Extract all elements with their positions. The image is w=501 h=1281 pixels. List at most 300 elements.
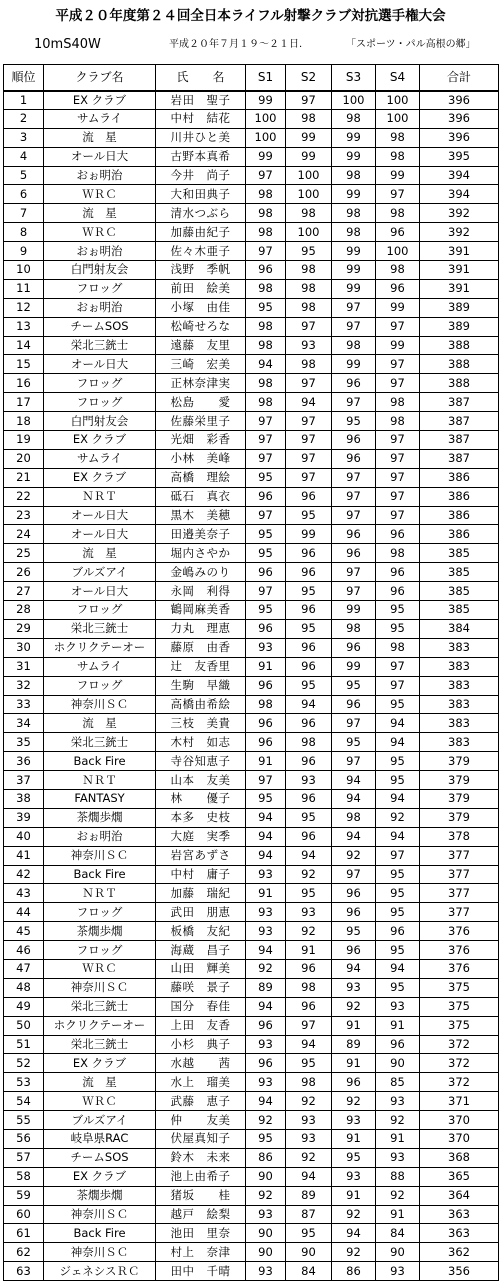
column-header-club: クラブ名	[44, 65, 156, 91]
table-row	[4, 941, 499, 960]
s2-cell: 84	[286, 1262, 332, 1281]
s4-cell: 97	[376, 449, 420, 468]
rank-cell: 27	[4, 582, 44, 601]
s4-cell: 91	[376, 1129, 420, 1148]
club-cell: 栄北三銃士	[44, 997, 156, 1016]
s3-cell: 96	[332, 544, 376, 563]
name-cell: 三枝 美貴	[156, 714, 246, 733]
s4-cell: 95	[376, 865, 420, 884]
s2-cell: 97	[286, 412, 332, 431]
total-cell: 377	[420, 884, 499, 903]
club-cell: 茶燗歩燗	[44, 922, 156, 941]
name-cell: 池上由希子	[156, 1167, 246, 1186]
table-row	[4, 582, 499, 601]
total-cell: 388	[420, 355, 499, 374]
name-cell: 金嶋みのり	[156, 563, 246, 582]
s3-cell: 92	[332, 846, 376, 865]
total-cell: 377	[420, 865, 499, 884]
table-row	[4, 1092, 499, 1111]
name-cell: 堀内さやか	[156, 544, 246, 563]
s2-cell: 92	[286, 1148, 332, 1167]
s1-cell: 90	[246, 1243, 286, 1262]
name-cell: 小杉 典子	[156, 1035, 246, 1054]
s4-cell: 85	[376, 1073, 420, 1092]
rank-cell: 56	[4, 1129, 44, 1148]
s2-cell: 95	[286, 808, 332, 827]
s1-cell: 98	[246, 336, 286, 355]
s4-cell: 98	[376, 393, 420, 412]
total-cell: 376	[420, 941, 499, 960]
s1-cell: 95	[246, 1129, 286, 1148]
name-cell: 伏屋真知子	[156, 1129, 246, 1148]
s3-cell: 98	[332, 336, 376, 355]
column-header-s2: S2	[286, 65, 332, 91]
table-row	[4, 903, 499, 922]
s1-cell: 90	[246, 1167, 286, 1186]
s1-cell: 93	[246, 865, 286, 884]
s3-cell: 96	[332, 903, 376, 922]
rank-cell: 39	[4, 808, 44, 827]
name-cell: 武田 朋恵	[156, 903, 246, 922]
name-cell: 加藤由紀子	[156, 223, 246, 242]
rank-cell: 51	[4, 1035, 44, 1054]
s3-cell: 97	[332, 563, 376, 582]
s1-cell: 97	[246, 449, 286, 468]
table-row	[4, 695, 499, 714]
rank-cell: 28	[4, 601, 44, 620]
s2-cell: 95	[286, 619, 332, 638]
rank-cell: 25	[4, 544, 44, 563]
club-cell: 栄北三銃士	[44, 1035, 156, 1054]
s3-cell: 97	[332, 714, 376, 733]
s2-cell: 95	[286, 884, 332, 903]
name-cell: 高橋由希絵	[156, 695, 246, 714]
s3-cell: 97	[332, 506, 376, 525]
rank-cell: 35	[4, 733, 44, 752]
s4-cell: 97	[376, 657, 420, 676]
total-cell: 383	[420, 695, 499, 714]
club-cell: ブルズアイ	[44, 1111, 156, 1130]
name-cell: 川井ひと美	[156, 128, 246, 147]
total-cell: 379	[420, 789, 499, 808]
total-cell: 377	[420, 903, 499, 922]
rank-cell: 41	[4, 846, 44, 865]
s4-cell: 93	[376, 1092, 420, 1111]
table-row	[4, 185, 499, 204]
s1-cell: 96	[246, 714, 286, 733]
s4-cell: 97	[376, 317, 420, 336]
s4-cell: 97	[376, 185, 420, 204]
table-row	[4, 204, 499, 223]
s1-cell: 95	[246, 525, 286, 544]
s1-cell: 99	[246, 147, 286, 166]
total-cell: 370	[420, 1129, 499, 1148]
s2-cell: 96	[286, 487, 332, 506]
s4-cell: 96	[376, 563, 420, 582]
s3-cell: 94	[332, 827, 376, 846]
s3-cell: 96	[332, 374, 376, 393]
table-row	[4, 601, 499, 620]
rank-cell: 53	[4, 1073, 44, 1092]
table-row	[4, 242, 499, 261]
rank-cell: 18	[4, 412, 44, 431]
s3-cell: 95	[332, 676, 376, 695]
table-row	[4, 525, 499, 544]
s2-cell: 98	[286, 298, 332, 317]
s1-cell: 94	[246, 1092, 286, 1111]
table-row	[4, 261, 499, 280]
table-row	[4, 412, 499, 431]
s4-cell: 90	[376, 1054, 420, 1073]
club-cell: ＷＲＣ	[44, 223, 156, 242]
club-cell: ホクリクテーオー	[44, 638, 156, 657]
table-row	[4, 147, 499, 166]
total-cell: 388	[420, 336, 499, 355]
total-cell: 392	[420, 223, 499, 242]
name-cell: 武藤 恵子	[156, 1092, 246, 1111]
name-cell: 生駒 早織	[156, 676, 246, 695]
table-row	[4, 865, 499, 884]
total-cell: 394	[420, 166, 499, 185]
s3-cell: 91	[332, 1016, 376, 1035]
s1-cell: 98	[246, 185, 286, 204]
name-cell: 国分 春佳	[156, 997, 246, 1016]
column-header-s3: S3	[332, 65, 376, 91]
rank-cell: 1	[4, 91, 44, 110]
s4-cell: 96	[376, 279, 420, 298]
rank-cell: 48	[4, 978, 44, 997]
table-row	[4, 808, 499, 827]
s1-cell: 96	[246, 733, 286, 752]
s3-cell: 96	[332, 1073, 376, 1092]
club-cell: フロッグ	[44, 279, 156, 298]
s3-cell: 96	[332, 884, 376, 903]
s4-cell: 95	[376, 884, 420, 903]
s3-cell: 98	[332, 166, 376, 185]
name-cell: 今井 尚子	[156, 166, 246, 185]
s2-cell: 94	[286, 393, 332, 412]
club-cell: ＷＲＣ	[44, 185, 156, 204]
club-cell: 神奈川ＳＣ	[44, 846, 156, 865]
club-cell: おぉ明治	[44, 298, 156, 317]
club-cell: EX クラブ	[44, 431, 156, 450]
name-cell: 本多 史枝	[156, 808, 246, 827]
s1-cell: 96	[246, 1054, 286, 1073]
s4-cell: 84	[376, 1224, 420, 1243]
s1-cell: 94	[246, 808, 286, 827]
s2-cell: 98	[286, 279, 332, 298]
table-row	[4, 223, 499, 242]
club-cell: Back Fire	[44, 865, 156, 884]
s3-cell: 99	[332, 147, 376, 166]
s1-cell: 97	[246, 582, 286, 601]
total-cell: 386	[420, 468, 499, 487]
s2-cell: 99	[286, 128, 332, 147]
club-cell: 茶燗歩燗	[44, 1186, 156, 1205]
table-row	[4, 506, 499, 525]
club-cell: FANTASY	[44, 789, 156, 808]
s2-cell: 95	[286, 506, 332, 525]
s1-cell: 93	[246, 1073, 286, 1092]
total-cell: 379	[420, 808, 499, 827]
s3-cell: 99	[332, 185, 376, 204]
total-cell: 385	[420, 544, 499, 563]
club-cell: オール日大	[44, 355, 156, 374]
column-header-total: 合計	[420, 65, 499, 91]
table-row	[4, 487, 499, 506]
s2-cell: 98	[286, 978, 332, 997]
s2-cell: 96	[286, 544, 332, 563]
rank-cell: 32	[4, 676, 44, 695]
s3-cell: 91	[332, 1186, 376, 1205]
club-cell: オール日大	[44, 506, 156, 525]
s4-cell: 94	[376, 959, 420, 978]
table-row	[4, 128, 499, 147]
total-cell: 356	[420, 1262, 499, 1281]
name-cell: 越戸 絵梨	[156, 1205, 246, 1224]
total-cell: 387	[420, 412, 499, 431]
s2-cell: 94	[286, 1035, 332, 1054]
table-row	[4, 1129, 499, 1148]
table-row	[4, 109, 499, 128]
results-table	[3, 64, 499, 1281]
s2-cell: 95	[286, 242, 332, 261]
name-cell: 砥石 真衣	[156, 487, 246, 506]
rank-cell: 15	[4, 355, 44, 374]
rank-cell: 19	[4, 431, 44, 450]
s4-cell: 93	[376, 1148, 420, 1167]
s2-cell: 96	[286, 789, 332, 808]
club-cell: 岐阜県RAC	[44, 1129, 156, 1148]
club-cell: ＮＲＴ	[44, 884, 156, 903]
rank-cell: 30	[4, 638, 44, 657]
name-cell: 遠藤 友里	[156, 336, 246, 355]
club-cell: ＮＲＴ	[44, 771, 156, 790]
s1-cell: 93	[246, 1262, 286, 1281]
s3-cell: 97	[332, 317, 376, 336]
name-cell: 田邉美奈子	[156, 525, 246, 544]
s2-cell: 93	[286, 771, 332, 790]
s1-cell: 97	[246, 506, 286, 525]
s3-cell: 97	[332, 487, 376, 506]
name-cell: 浅野 季帆	[156, 261, 246, 280]
s2-cell: 99	[286, 525, 332, 544]
s3-cell: 93	[332, 1111, 376, 1130]
club-cell: EX クラブ	[44, 1054, 156, 1073]
club-cell: 栄北三銃士	[44, 619, 156, 638]
s4-cell: 91	[376, 1205, 420, 1224]
name-cell: 力丸 理恵	[156, 619, 246, 638]
s2-cell: 97	[286, 91, 332, 110]
rank-cell: 62	[4, 1243, 44, 1262]
s4-cell: 92	[376, 808, 420, 827]
s1-cell: 95	[246, 601, 286, 620]
s4-cell: 90	[376, 1243, 420, 1262]
s4-cell: 100	[376, 242, 420, 261]
s3-cell: 99	[332, 657, 376, 676]
s2-cell: 98	[286, 204, 332, 223]
s3-cell: 99	[332, 261, 376, 280]
name-cell: 岩宮あずさ	[156, 846, 246, 865]
rank-cell: 59	[4, 1186, 44, 1205]
s1-cell: 94	[246, 355, 286, 374]
s2-cell: 97	[286, 449, 332, 468]
s4-cell: 97	[376, 355, 420, 374]
name-cell: 黒木 美穂	[156, 506, 246, 525]
s2-cell: 92	[286, 1092, 332, 1111]
s4-cell: 94	[376, 714, 420, 733]
s1-cell: 97	[246, 771, 286, 790]
name-cell: 高橋 理絵	[156, 468, 246, 487]
name-cell: 海蔵 昌子	[156, 941, 246, 960]
s3-cell: 89	[332, 1035, 376, 1054]
s4-cell: 98	[376, 261, 420, 280]
s2-cell: 89	[286, 1186, 332, 1205]
s1-cell: 91	[246, 884, 286, 903]
s1-cell: 98	[246, 393, 286, 412]
table-row	[4, 355, 499, 374]
s2-cell: 98	[286, 261, 332, 280]
s1-cell: 96	[246, 261, 286, 280]
name-cell: 三崎 宏美	[156, 355, 246, 374]
club-cell: EX クラブ	[44, 468, 156, 487]
rank-cell: 42	[4, 865, 44, 884]
s3-cell: 99	[332, 279, 376, 298]
s2-cell: 96	[286, 638, 332, 657]
s1-cell: 95	[246, 298, 286, 317]
s4-cell: 98	[376, 638, 420, 657]
table-row	[4, 978, 499, 997]
s4-cell: 96	[376, 223, 420, 242]
rank-cell: 52	[4, 1054, 44, 1073]
table-row	[4, 997, 499, 1016]
s1-cell: 91	[246, 657, 286, 676]
name-cell: 田中 千晴	[156, 1262, 246, 1281]
s1-cell: 98	[246, 695, 286, 714]
rank-cell: 50	[4, 1016, 44, 1035]
rank-cell: 55	[4, 1111, 44, 1130]
table-row	[4, 619, 499, 638]
club-cell: おぉ明治	[44, 166, 156, 185]
club-cell: 白門射友会	[44, 412, 156, 431]
rank-cell: 38	[4, 789, 44, 808]
s4-cell: 96	[376, 582, 420, 601]
table-row	[4, 676, 499, 695]
s1-cell: 97	[246, 412, 286, 431]
s4-cell: 99	[376, 336, 420, 355]
club-cell: フロッグ	[44, 393, 156, 412]
s3-cell: 94	[332, 771, 376, 790]
s1-cell: 99	[246, 91, 286, 110]
table-row	[4, 393, 499, 412]
s1-cell: 97	[246, 431, 286, 450]
rank-cell: 34	[4, 714, 44, 733]
event-venue: 「スポーツ・パル高根の郷」	[346, 39, 476, 50]
s3-cell: 96	[332, 695, 376, 714]
table-row	[4, 1167, 499, 1186]
s1-cell: 94	[246, 827, 286, 846]
s2-cell: 94	[286, 1167, 332, 1186]
s2-cell: 93	[286, 336, 332, 355]
club-cell: ホクリクテーオー	[44, 1016, 156, 1035]
club-cell: フロッグ	[44, 601, 156, 620]
s3-cell: 98	[332, 808, 376, 827]
table-row	[4, 1148, 499, 1167]
total-cell: 389	[420, 317, 499, 336]
s3-cell: 93	[332, 978, 376, 997]
name-cell: 藤咲 景子	[156, 978, 246, 997]
rank-cell: 8	[4, 223, 44, 242]
name-cell: 小林 美峰	[156, 449, 246, 468]
s1-cell: 86	[246, 1148, 286, 1167]
s2-cell: 95	[286, 1054, 332, 1073]
name-cell: 岩田 聖子	[156, 91, 246, 110]
s4-cell: 92	[376, 1111, 420, 1130]
club-cell: フロッグ	[44, 903, 156, 922]
table-row	[4, 1054, 499, 1073]
s4-cell: 100	[376, 109, 420, 128]
s1-cell: 98	[246, 374, 286, 393]
table-row	[4, 752, 499, 771]
total-cell: 376	[420, 922, 499, 941]
rank-cell: 7	[4, 204, 44, 223]
table-row	[4, 544, 499, 563]
s3-cell: 97	[332, 468, 376, 487]
name-cell: 清水つぶら	[156, 204, 246, 223]
club-cell: 茶燗歩燗	[44, 808, 156, 827]
s2-cell: 96	[286, 601, 332, 620]
s4-cell: 95	[376, 941, 420, 960]
club-cell: 神奈川ＳＣ	[44, 1243, 156, 1262]
table-row	[4, 733, 499, 752]
s4-cell: 97	[376, 676, 420, 695]
total-cell: 387	[420, 449, 499, 468]
table-row	[4, 657, 499, 676]
club-cell: 栄北三銃士	[44, 733, 156, 752]
name-cell: 木村 如志	[156, 733, 246, 752]
name-cell: 正林奈津実	[156, 374, 246, 393]
s2-cell: 92	[286, 922, 332, 941]
s3-cell: 100	[332, 91, 376, 110]
total-cell: 385	[420, 563, 499, 582]
rank-cell: 21	[4, 468, 44, 487]
s3-cell: 95	[332, 922, 376, 941]
s2-cell: 99	[286, 147, 332, 166]
s1-cell: 93	[246, 1205, 286, 1224]
name-cell: 大庭 実季	[156, 827, 246, 846]
total-cell: 391	[420, 279, 499, 298]
club-cell: 神奈川ＳＣ	[44, 1205, 156, 1224]
s4-cell: 97	[376, 468, 420, 487]
table-row	[4, 922, 499, 941]
name-cell: 鈴木 未来	[156, 1148, 246, 1167]
s4-cell: 100	[376, 91, 420, 110]
s4-cell: 94	[376, 789, 420, 808]
s2-cell: 94	[286, 846, 332, 865]
s4-cell: 98	[376, 128, 420, 147]
s1-cell: 96	[246, 487, 286, 506]
table-row	[4, 1186, 499, 1205]
column-header-rank: 順位	[4, 65, 44, 91]
s2-cell: 97	[286, 468, 332, 487]
total-cell: 362	[420, 1243, 499, 1262]
name-cell: 上田 友香	[156, 1016, 246, 1035]
club-cell: おぉ明治	[44, 242, 156, 261]
rank-cell: 14	[4, 336, 44, 355]
s1-cell: 98	[246, 279, 286, 298]
table-row	[4, 1111, 499, 1130]
total-cell: 383	[420, 676, 499, 695]
